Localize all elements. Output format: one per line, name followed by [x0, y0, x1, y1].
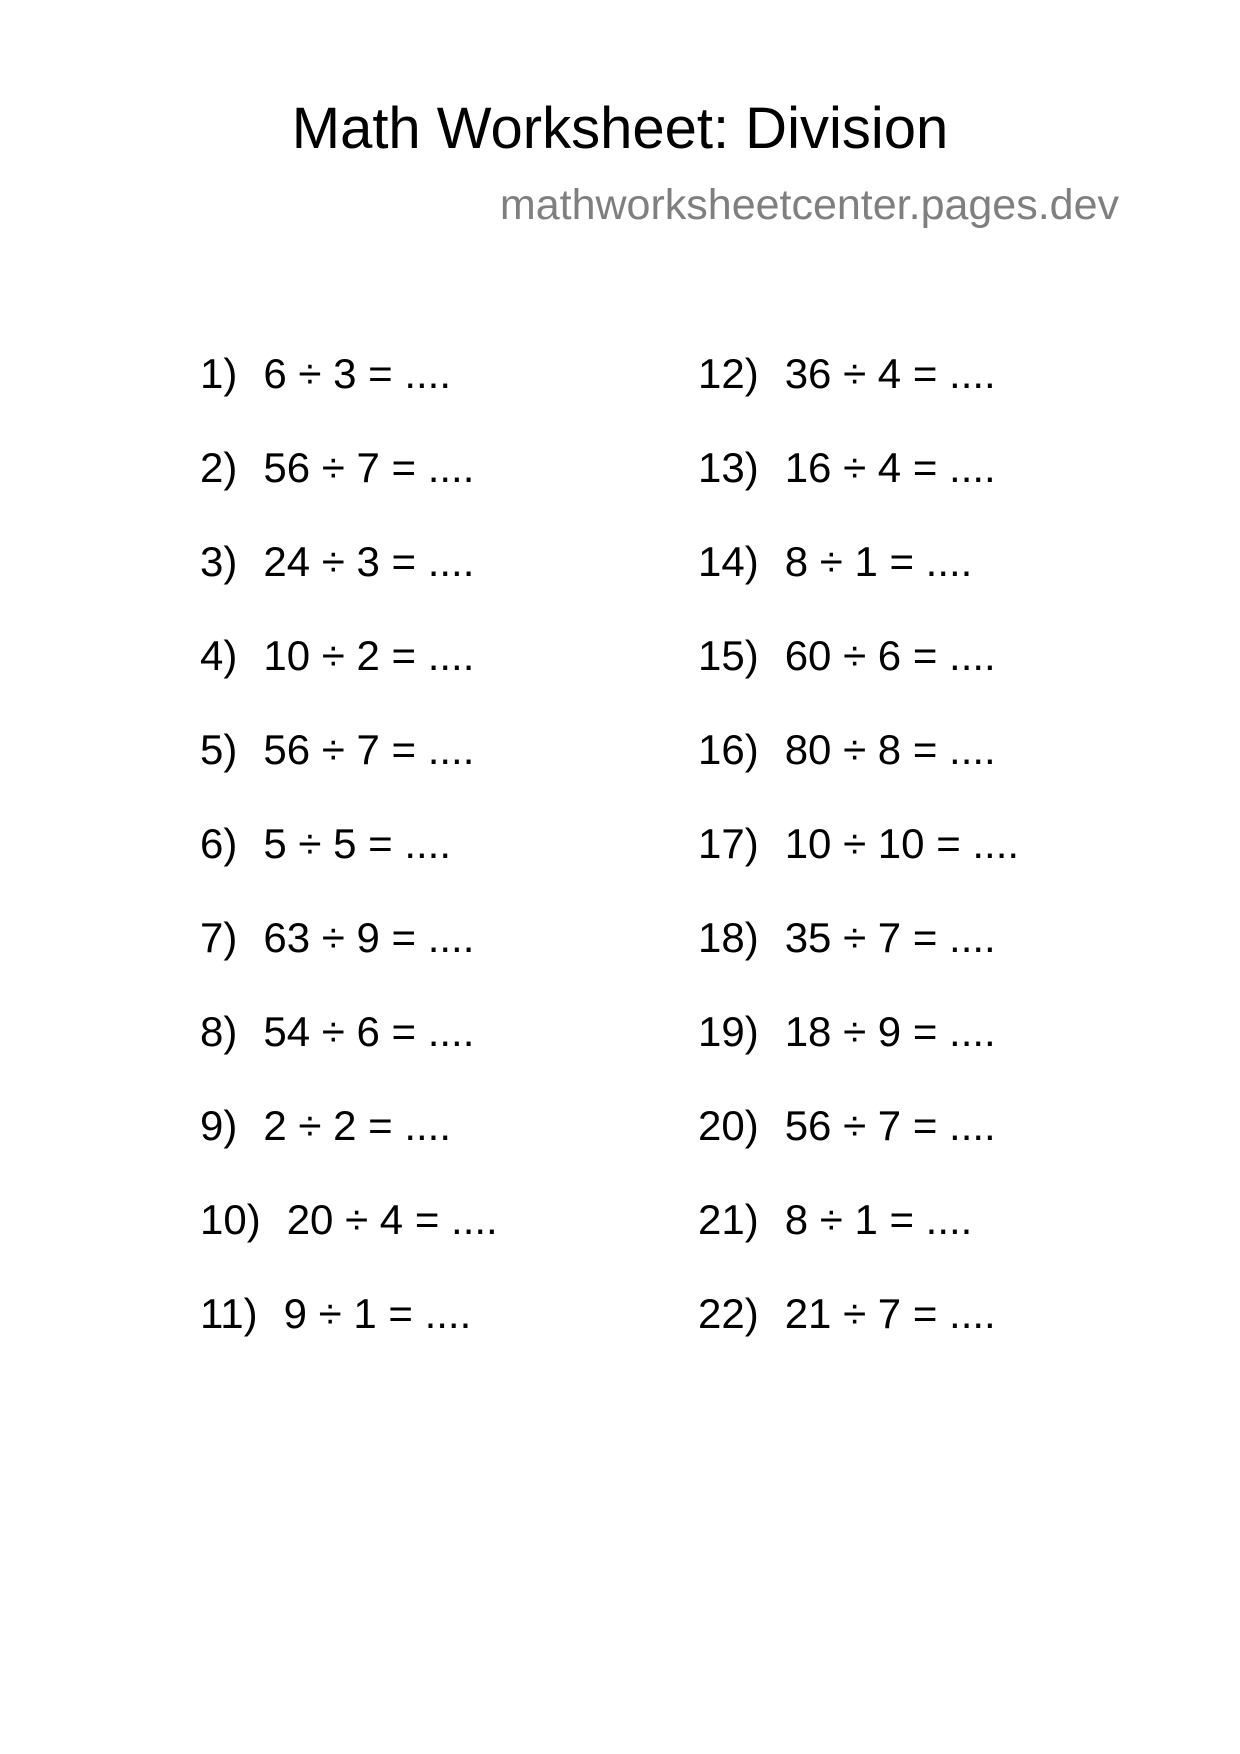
site-url: mathworksheetcenter.pages.dev: [499, 181, 1119, 229]
problem-expression: 21 ÷ 7 = ....: [784, 1290, 996, 1337]
problem-number: 17): [698, 820, 759, 867]
problem-item: [698, 632, 996, 680]
problem-expression: 63 ÷ 9 = ....: [263, 914, 475, 961]
problem-item: [200, 1008, 474, 1056]
problem-item: [698, 350, 996, 398]
problem-number: 19): [698, 1008, 759, 1055]
problem-item: [698, 1008, 996, 1056]
problem-expression: 54 ÷ 6 = ....: [263, 1008, 475, 1055]
problem-number: 20): [698, 1102, 759, 1149]
problem-number: 8): [200, 1008, 238, 1055]
problem-expression: 56 ÷ 7 = ....: [784, 1102, 996, 1149]
problem-expression: 5 ÷ 5 = ....: [263, 820, 452, 867]
problem-item: [200, 1196, 498, 1244]
problem-item: [200, 820, 451, 868]
problem-number: 11): [200, 1290, 258, 1337]
problem-item: [698, 820, 1019, 868]
problem-number: 14): [698, 538, 759, 585]
problem-item: [200, 1290, 471, 1338]
problem-item: [698, 1196, 972, 1244]
problem-number: 18): [698, 914, 759, 961]
problem-number: 3): [200, 538, 238, 585]
problem-item: [200, 1102, 451, 1150]
page-title: Math Worksheet: Division: [291, 96, 949, 161]
problem-item: [200, 538, 474, 586]
problem-expression: 35 ÷ 7 = ....: [784, 914, 996, 961]
problem-expression: 60 ÷ 6 = ....: [784, 632, 996, 679]
problem-item: [200, 914, 474, 962]
problem-item: [698, 444, 996, 492]
problem-number: 22): [698, 1290, 759, 1337]
problem-number: 13): [698, 444, 759, 491]
problem-number: 21): [698, 1196, 759, 1243]
problem-number: 9): [200, 1102, 238, 1149]
problem-item: [698, 726, 996, 774]
problem-item: [200, 444, 474, 492]
problem-item: [200, 350, 451, 398]
problem-expression: 2 ÷ 2 = ....: [263, 1102, 452, 1149]
problem-number: 10): [200, 1196, 261, 1243]
problem-expression: 20 ÷ 4 = ....: [286, 1196, 498, 1243]
problem-number: 5): [200, 726, 238, 773]
problem-number: 2): [200, 444, 238, 491]
problem-number: 1): [200, 350, 238, 397]
problem-expression: 80 ÷ 8 = ....: [784, 726, 996, 773]
problem-expression: 10 ÷ 2 = ....: [263, 632, 475, 679]
problem-expression: 9 ÷ 1 = ....: [283, 1290, 472, 1337]
problem-item: [698, 538, 972, 586]
problem-number: 15): [698, 632, 759, 679]
problem-number: 4): [200, 632, 238, 679]
problem-expression: 56 ÷ 7 = ....: [263, 726, 475, 773]
problem-item: [200, 726, 474, 774]
problem-number: 7): [200, 914, 238, 961]
problem-expression: 24 ÷ 3 = ....: [263, 538, 475, 585]
problem-item: [200, 632, 474, 680]
problem-expression: 18 ÷ 9 = ....: [784, 1008, 996, 1055]
problem-number: 12): [698, 350, 759, 397]
problem-item: [698, 914, 996, 962]
problem-expression: 8 ÷ 1 = ....: [784, 1196, 973, 1243]
problem-expression: 6 ÷ 3 = ....: [263, 350, 452, 397]
problem-expression: 10 ÷ 10 = ....: [784, 820, 1020, 867]
problem-item: [698, 1290, 996, 1338]
problem-item: [698, 1102, 996, 1150]
problem-expression: 8 ÷ 1 = ....: [784, 538, 973, 585]
problem-expression: 56 ÷ 7 = ....: [263, 444, 475, 491]
problem-expression: 16 ÷ 4 = ....: [784, 444, 996, 491]
problem-number: 6): [200, 820, 238, 867]
problem-number: 16): [698, 726, 759, 773]
problem-expression: 36 ÷ 4 = ....: [784, 350, 996, 397]
